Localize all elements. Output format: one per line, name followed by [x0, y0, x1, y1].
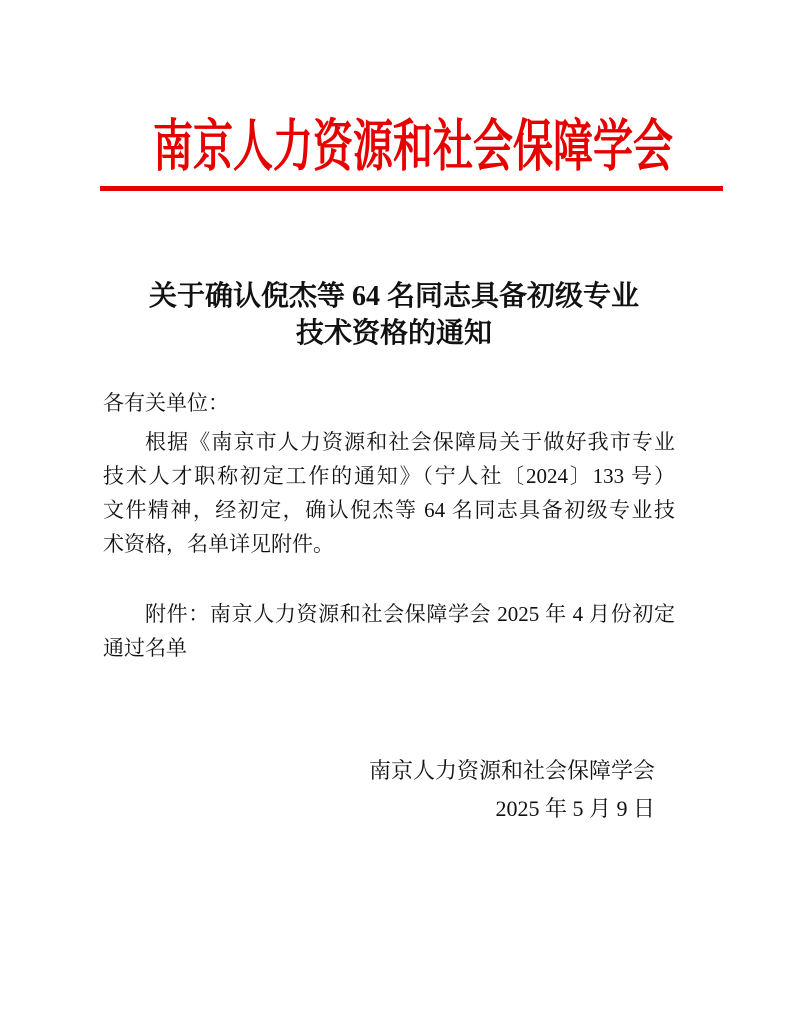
notice-paragraph: [103, 425, 675, 561]
attachment-line: 附件：南京人力资源和社会保障学会 2025 年 4 月份初定: [145, 602, 675, 626]
title-text-suffix: 等 64 名同志具备初级专业: [317, 281, 640, 312]
paragraph-line: 技术人才职称初定工作的通知》（宁人社〔2024〕133 号）: [103, 464, 675, 488]
paragraph-line: 根据《南京市人力资源和社会保障局关于做好我市专业: [145, 430, 675, 454]
document-title: [103, 277, 685, 352]
attachment-line: 通过名单: [103, 636, 187, 660]
document-title-line-2: 技术资格的通知: [295, 318, 492, 349]
letterhead-divider-line: [100, 186, 723, 191]
document-title-line-1: [103, 277, 685, 315]
title-text-prefix: 关于确认: [148, 281, 261, 312]
signature-block: [369, 752, 655, 828]
attachment-paragraph: [103, 597, 675, 665]
paragraph-line: 术资格，名单详见附件。: [103, 532, 334, 556]
letterhead-org-name: 南京人力资源和社会保障学会: [153, 115, 673, 179]
person-name: 倪杰: [260, 280, 317, 311]
signature-date: 2025 年 5 月 9 日: [495, 796, 655, 821]
salutation: 各有关单位：: [103, 391, 229, 415]
paragraph-line: 文件精神，经初定，确认倪杰等 64 名同志具备初级专业技: [103, 498, 675, 522]
signature-org-name: 南京人力资源和社会保障学会: [368, 758, 655, 783]
